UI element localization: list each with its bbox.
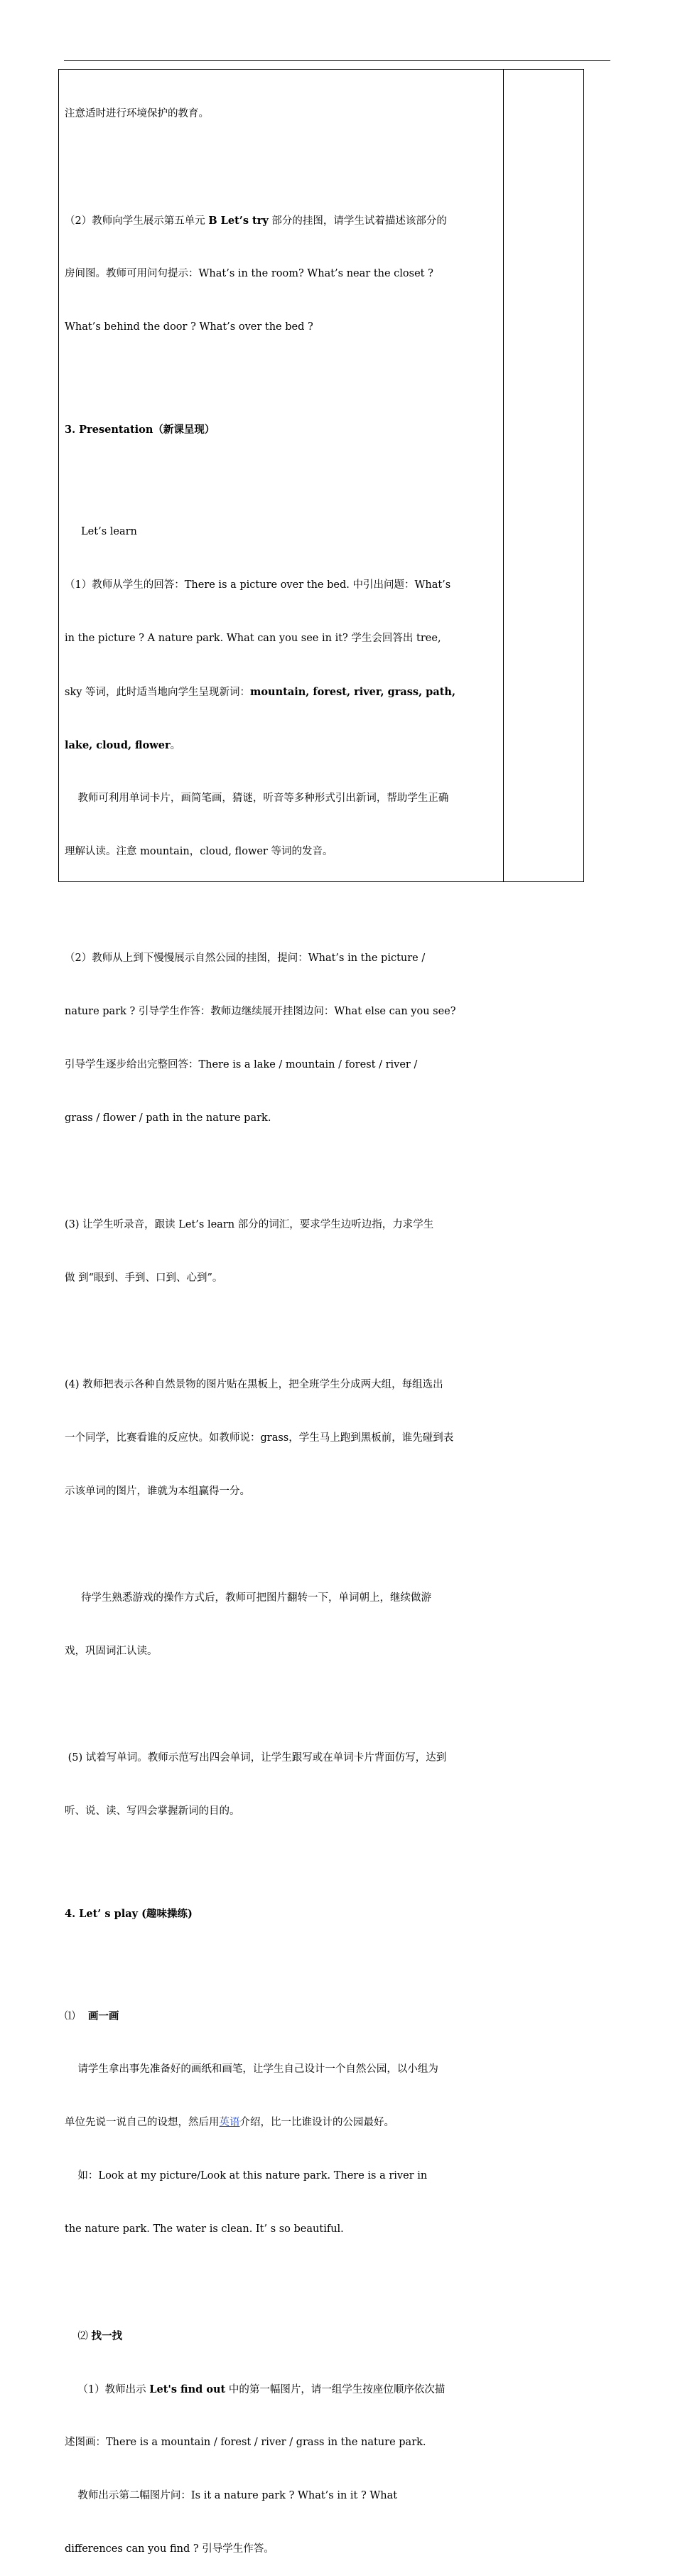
text-line: 待学生熟悉游戏的操作方式后，教师可把图片翻转一下，单词朝上，继续做游 xyxy=(65,1592,432,1604)
text-line xyxy=(65,2007,497,2025)
text-line: 请学生拿出事先准备好的画纸和画笔，让学生自己设计一个自然公园，以小组为 xyxy=(65,2064,438,2075)
blank-line xyxy=(65,372,497,385)
text-line: (4) 教师把表示各种自然景物的图片贴在黑板上，把全班学生分成两大组，每组选出 xyxy=(65,1379,443,1390)
text-line: 一个同学，比赛看谁的反应快。如教师说：grass，学生马上跑到黑板前，谁先碰到表 xyxy=(65,1432,454,1444)
text-line xyxy=(65,2381,497,2398)
text-line: 如：Look at my picture/Look at this nature park. There is a river in xyxy=(65,2170,428,2181)
text-line: grass / flower / path in the nature park. xyxy=(65,1112,271,1124)
text-line: What’s behind the door ? What’s over the bed ? xyxy=(65,321,313,333)
text-line: (5) 试着写单词。教师示范写出四会单词，让学生跟写或在单词卡片背面仿写，达到 xyxy=(65,1752,447,1764)
text-line xyxy=(65,2114,497,2132)
bold-run: 画一画 xyxy=(87,2010,119,2022)
header-rule xyxy=(64,60,610,61)
bold-run: B Let’s try xyxy=(208,215,269,227)
bold-run: 找一找 xyxy=(91,2330,123,2342)
text-line: in the picture ? A nature park. What can you see in it? 学生会回答出 tree, xyxy=(65,633,441,644)
text-run: 。 xyxy=(170,740,181,751)
section-heading-presentation: 3. Presentation（新课呈现） xyxy=(65,424,215,436)
text-run: （2）教师向学生展示第五单元 xyxy=(65,215,209,227)
text-line: 做 到“眼到、手到、口到、心到”。 xyxy=(65,1272,223,1284)
text-line: 教师出示第二幅图片问：Is it a nature park ? What’s in it ? What xyxy=(65,2490,398,2501)
text-line: nature park ? 引导学生作答：教师边继续展开挂图边问：What else can you see? xyxy=(65,1006,456,1017)
text-line: 理解认读。注意 mountain，cloud, flower 等词的发音。 xyxy=(65,846,333,857)
text-line: 注意适时进行环境保护的教育。 xyxy=(65,108,209,119)
section-heading-lets-play: 4. Let’ s play (趣味操练) xyxy=(65,1908,193,1920)
bold-run: mountain, forest, river, grass, path, xyxy=(250,686,455,698)
subheading-lets-learn: Let’s learn xyxy=(65,526,137,537)
text-line xyxy=(65,2327,497,2345)
list-marker: ⑵ xyxy=(65,2331,92,2342)
text-line: 教师可利用单词卡片，画简笔画，猜谜，听音等多种形式引出新词，帮助学生正确 xyxy=(65,793,449,804)
blank-line xyxy=(65,1323,497,1341)
text-line: （1）教师从学生的回答：There is a picture over the bed. 中引出问题：What’s xyxy=(65,579,451,591)
text-line: 示该单词的图片，谁就为本组赢得一分。 xyxy=(65,1486,250,1497)
text-line: 述图画：There is a mountain / forest / river / grass in the nature park. xyxy=(65,2437,426,2448)
blank-line xyxy=(65,474,497,488)
text-run: 中的第一幅图片，请一组学生按座位顺序依次描 xyxy=(225,2384,446,2395)
blank-line xyxy=(65,896,497,914)
text-line: (3) 让学生听录音，跟读 Let’s learn 部分的词汇，要求学生边听边指，力求学生 xyxy=(65,1219,434,1230)
text-line xyxy=(65,736,497,754)
text-line: 戏，巩固词汇认读。 xyxy=(65,1646,158,1657)
text-run: 介绍，比一比谁设计的公园最好。 xyxy=(239,2117,394,2128)
text-line xyxy=(65,212,497,230)
text-line: 房间图。教师可用问句提示：What’s in the room? What’s near the closet ? xyxy=(65,268,433,279)
blank-line xyxy=(65,1856,497,1869)
text-line: （2）教师从上到下慢慢展示自然公园的挂图，提问：What’s in the picture / xyxy=(65,952,426,964)
text-run: sky 等词，此时适当地向学生呈现新词： xyxy=(65,687,251,698)
text-line: 引导学生逐步给出完整回答：There is a lake / mountain / forest / river / xyxy=(65,1059,418,1070)
text-line: the nature park. The water is clean. It’ s so beautiful. xyxy=(65,2223,344,2235)
text-line: differences can you find ? 引导学生作答。 xyxy=(65,2543,274,2555)
table-column-divider xyxy=(503,69,504,882)
blank-line xyxy=(65,2274,497,2292)
blank-line xyxy=(65,1696,497,1714)
text-run: 部分的挂图，请学生试着描述该部分的 xyxy=(268,215,447,227)
bold-run: Let's find out xyxy=(149,2383,226,2395)
list-marker: ⑴ xyxy=(65,2011,88,2022)
text-run: （1）教师出示 xyxy=(65,2384,150,2395)
text-line: 听、说、读、写四会掌握新词的目的。 xyxy=(65,1805,240,1817)
blank-line xyxy=(65,1536,497,1554)
bold-run: lake, cloud, flower xyxy=(65,739,171,751)
blank-line xyxy=(65,1958,497,1972)
blank-line xyxy=(65,1163,497,1181)
text-run: 单位先说一说自己的设想，然后用 xyxy=(65,2117,220,2128)
blank-line xyxy=(65,159,497,176)
english-link[interactable]: 英语 xyxy=(219,2117,240,2128)
lesson-plan-cell xyxy=(65,70,497,2576)
text-line xyxy=(65,683,497,701)
